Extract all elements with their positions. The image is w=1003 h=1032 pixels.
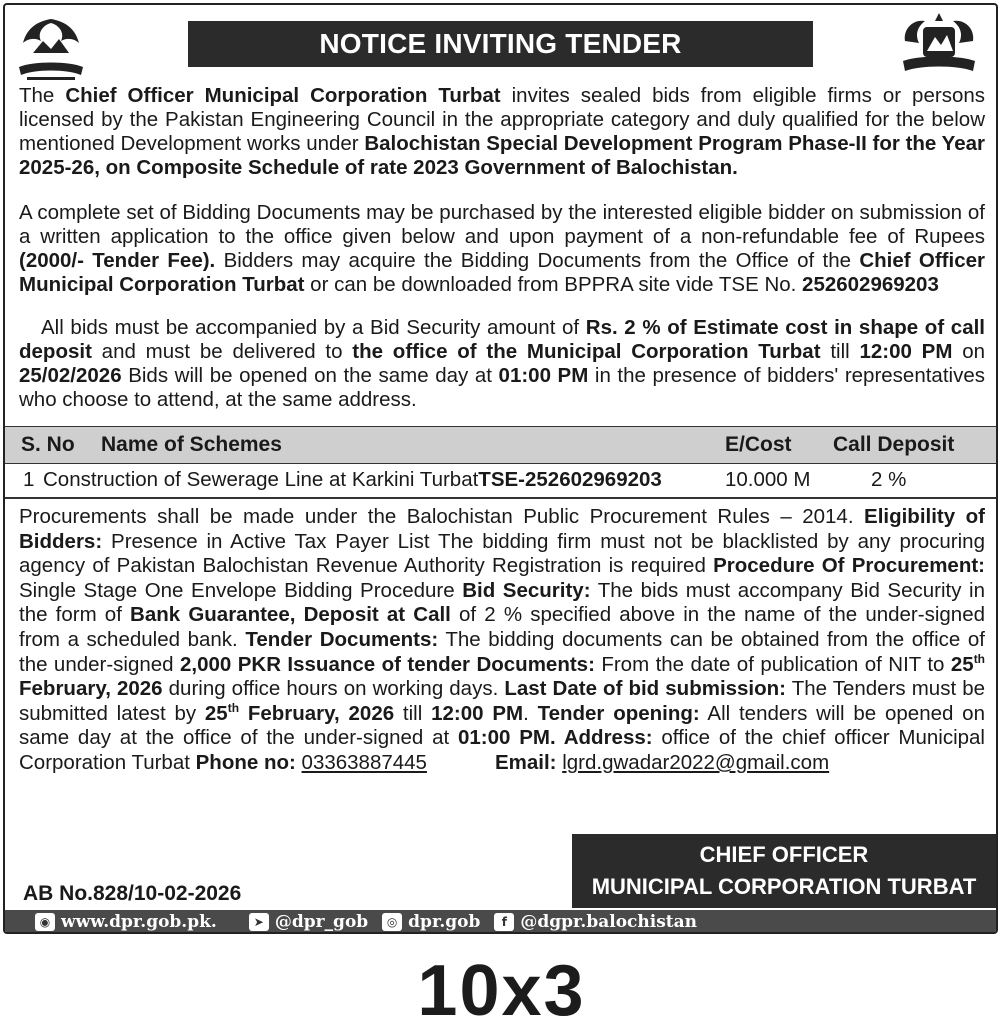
twitter-icon: ➤ (249, 913, 269, 931)
footer-bar (5, 910, 996, 934)
instagram-icon: ◎ (382, 913, 402, 931)
header-scheme-name: Name of Schemes (101, 433, 282, 456)
row-call-deposit: 2 % (871, 468, 907, 491)
row-sno: 1 (23, 468, 35, 491)
footer-facebook[interactable]: f @dgpr.balochistan (494, 912, 697, 932)
header-estimated-cost: E/Cost (725, 433, 792, 456)
signature-office: MUNICIPAL CORPORATION TURBAT (591, 874, 977, 899)
facebook-icon: f (494, 913, 514, 931)
footer-website[interactable]: ◉ www.dpr.gob.pk. (35, 912, 217, 932)
ad-size-label: 10x3 (417, 951, 586, 1031)
table-row (5, 463, 996, 499)
footer-twitter[interactable]: ➤ @dpr_gob (249, 912, 368, 932)
email-link[interactable]: lgrd.gwadar2022@gmail.com (562, 750, 830, 774)
bidding-documents-paragraph: A complete set of Bidding Documents may be purchased by the interested eligible bidder on submission of a written application to the office given below and upon payment of a non-refundable fee of Rupees (2000/- Tender Fee). Bidders may acquire the Bidding Documents from the Office of the Chief Officer Municipal Corporation Turbat or can be downloaded from BPPRA site vide TSE No. 252602969203 (19, 201, 985, 296)
government-emblem-left-icon (13, 13, 89, 85)
header-sno: S. No (21, 433, 75, 456)
row-tse-number: TSE-252602969203 (478, 468, 662, 491)
signature-block (572, 834, 996, 908)
notice-title: NOTICE INVITING TENDER (188, 21, 813, 67)
procurement-rules-paragraph: Procurements shall be made under the Balochistan Public Procurement Rules – 2014. Eligibility of Bidders: Presence in Active Tax Payer List The bidding firm must not be blacklisted by any procuring agency of Pakistan Balochistan Revenue Authority Registration is required Procedure Of Procurement: Single Stage One Envelope Bidding Procedure Bid Security: The bids must accompany Bid Security in the form of Bank Guarantee, Deposit at Call of 2 % specified above in the name of the under-signed from a scheduled bank. Tender Documents: The bidding documents can be obtained from the office of the under-signed 2,000 PKR Issuance of tender Documents: From the date of publication of NIT to 25th February, 2026 during office hours on working days. Last Date of bid submission: The Tenders must be submitted latest by 25th February, 2026 till 12:00 PM. Tender opening: All tenders will be opened on same day at the office of the under-signed at 01:00 PM. Address: office of the chief officer Municipal Corporation Turbat Phone no: 03363887445 Email: lgrd.gwadar2022@gmail.com (19, 505, 986, 774)
footer-instagram[interactable]: ◎ dpr.gob (382, 912, 480, 932)
intro-paragraph: The Chief Officer Municipal Corporation Turbat invites sealed bids from eligible firms or persons licensed by the Pakistan Engineering Council in the appropriate category and duly qualified for the below mentioned Development works under Balochistan Special Development Program Phase-II for the Year 2025-26, on Composite Schedule of rate 2023 Government of Balochistan. (19, 84, 985, 179)
header-call-deposit: Call Deposit (833, 433, 955, 456)
globe-icon: ◉ (35, 913, 55, 931)
schemes-table-header (5, 426, 996, 464)
government-emblem-right-icon (895, 11, 983, 83)
ab-number: AB No.828/10-02-2026 (23, 882, 242, 905)
notice-frame (3, 3, 998, 934)
row-estimated-cost: 10.000 M (725, 468, 811, 491)
phone-number[interactable]: 03363887445 (301, 750, 427, 774)
bid-security-paragraph: All bids must be accompanied by a Bid Security amount of Rs. 2 % of Estimate cost in shape of call deposit and must be delivered to the office of the Municipal Corporation Turbat till 12:00 PM on 25/02/2026 Bids will be opened on the same day at 01:00 PM in the presence of bidders' representatives who choose to attend, at the same address. (19, 316, 986, 411)
row-scheme-name: Construction of Sewerage Line at Karkini Turbat TSE-252602969203 (43, 468, 662, 491)
signature-title: CHIEF OFFICER (699, 842, 869, 867)
